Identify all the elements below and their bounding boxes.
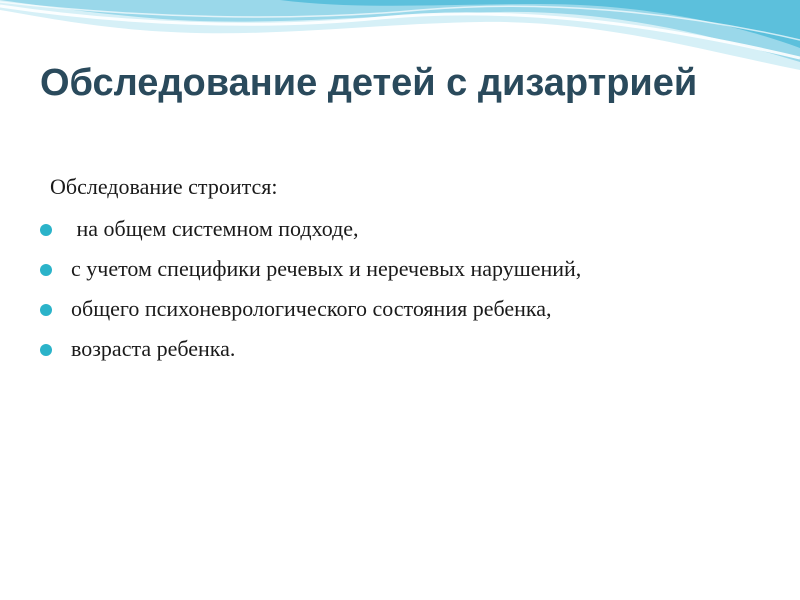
list-item xyxy=(40,254,760,284)
list-item xyxy=(40,294,760,324)
slide-title: Обследование детей с дизартрией xyxy=(40,62,698,104)
slide-content xyxy=(40,172,760,374)
bullet-dot-icon xyxy=(40,344,52,356)
lead-text: Обследование строится: xyxy=(50,174,278,199)
bullet-dot-icon xyxy=(40,304,52,316)
bullet-dot-icon xyxy=(40,224,52,236)
bullet-text: возраста ребенка. xyxy=(71,336,236,361)
list-item xyxy=(40,334,760,364)
list-item xyxy=(40,214,760,244)
bullet-text: на общем системном подходе, xyxy=(71,216,359,241)
bullet-dot-icon xyxy=(40,264,52,276)
bullet-text: с учетом специфики речевых и неречевых нарушений, xyxy=(71,256,582,281)
bullet-text: общего психоневрологического состояния ребенка, xyxy=(71,296,552,321)
bullet-list xyxy=(40,214,760,364)
